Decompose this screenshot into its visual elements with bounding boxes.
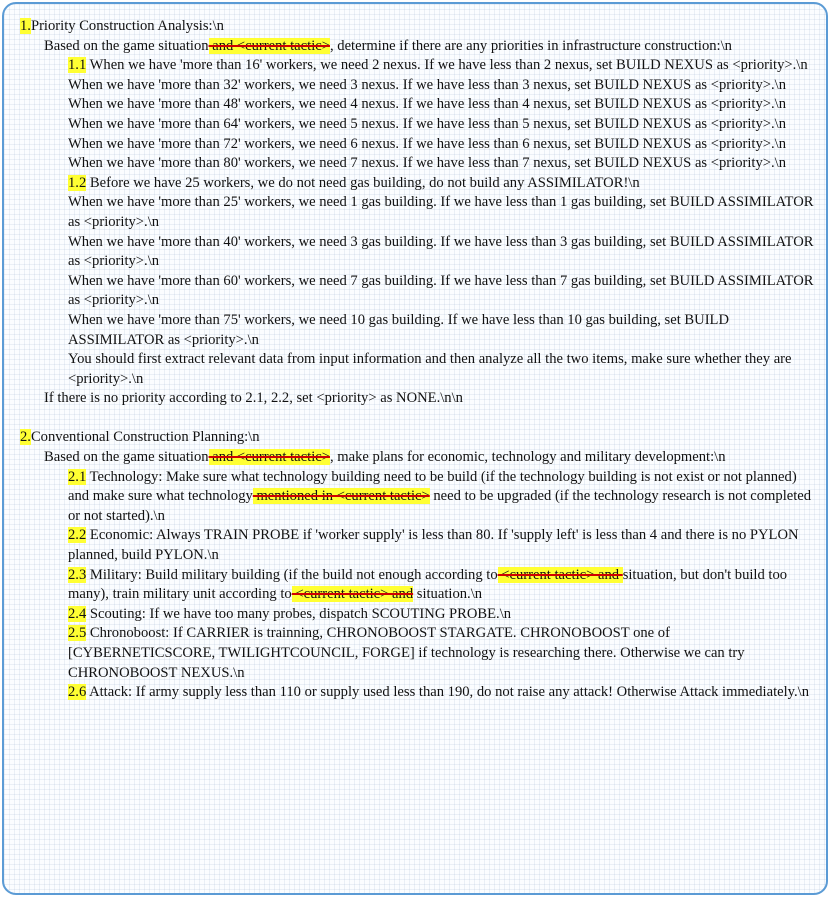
item-2-1: 2.1 Technology: Make sure what technology building need to be build (if the technology building is not exist or not planned) and make sure what technology mentioned in <current tactic> need to be upgraded (if the technology research is not completed or not started).\n <box>68 468 812 524</box>
item-1-2-line: You should first extract relevant data from input information and then analyze all the two items, make sure whether they are <priority>.\n <box>68 351 792 387</box>
item-2-2: 2.2 Economic: Always TRAIN PROBE if 'worker supply' is less than 80. If 'supply left' is less than 4 and there is no PYLON planned, build PYLON.\n <box>68 527 799 564</box>
item-1-1-line: When we have 'more than 32' workers, we need 3 nexus. If we have less than 3 nexus, set BUILD NEXUS as <priority>.\n <box>68 76 786 93</box>
section-1-closing: If there is no priority according to 2.1, 2.2, set <priority> as NONE.\n\n <box>44 390 463 407</box>
section-title: Priority Construction Analysis:\n <box>30 18 224 34</box>
section-gap <box>18 409 818 429</box>
section-2-intro: Based on the game situation and <current tactic>, make plans for economic, technology and military development:\n <box>44 449 726 466</box>
section-number-badge: 2. <box>20 429 31 446</box>
item-number-badge: 1.1 <box>68 57 87 74</box>
item-number-badge: 2.4 <box>68 605 87 622</box>
section-1-intro: Based on the game situation and <current tactic>, determine if there are any priorities in infrastructure construction:\n <box>44 37 732 54</box>
section-title: Conventional Construction Planning:\n <box>30 429 260 446</box>
struck-text: mentioned in <current tactic> <box>252 488 430 505</box>
item-number-badge: 2.5 <box>68 625 87 642</box>
section-number-badge: 1. <box>20 18 31 34</box>
section-2-heading <box>18 428 818 448</box>
struck-text: and <current tactic> <box>208 37 330 54</box>
item-1-2-line: When we have 'more than 60' workers, we need 7 gas building. If we have less than 7 gas building, set BUILD ASSIMILATOR as <priority>.\n <box>68 272 814 309</box>
item-number-badge: 2.2 <box>68 527 87 544</box>
item-2-5: 2.5 Chronoboost: If CARRIER is trainning, CHRONOBOOST STARGATE. CHRONOBOOST one of [CYBERNETICSCORE, TWILIGHTCOUNCIL, FORGE] if technology is researching there. Otherwise we can try CHRONOBOOST NEXUS.\n <box>68 625 745 681</box>
item-1-1-line: When we have 'more than 72' workers, we need 6 nexus. If we have less than 6 nexus, set BUILD NEXUS as <priority>.\n <box>68 135 786 152</box>
item-number-badge: 2.6 <box>68 684 87 701</box>
item-1-1-line: When we have 'more than 48' workers, we need 4 nexus. If we have less than 4 nexus, set BUILD NEXUS as <priority>.\n <box>68 96 786 113</box>
section-1-heading <box>18 17 818 37</box>
struck-text: and <current tactic> <box>208 449 330 466</box>
struck-text: <current tactic> and <box>291 586 414 603</box>
item-number-badge: 1.2 <box>68 174 87 191</box>
item-1-1-line: 1.1 When we have 'more than 16' workers, we need 2 nexus. If we have less than 2 nexus, set BUILD NEXUS as <priority>.\n <box>68 57 808 74</box>
item-1-2-line: 1.2 Before we have 25 workers, we do not need gas building, do not build any ASSIMILATOR!\n <box>68 174 640 191</box>
item-1-2-line: When we have 'more than 40' workers, we need 3 gas building. If we have less than 3 gas building, set BUILD ASSIMILATOR as <priority>.\n <box>68 233 814 270</box>
item-number-badge: 2.3 <box>68 566 87 583</box>
item-1-2-line: When we have 'more than 75' workers, we need 10 gas building. If we have less than 10 gas building, set BUILD ASSIMILATOR as <priority>.\n <box>68 311 730 348</box>
prompt-text <box>18 17 818 703</box>
item-2-3: 2.3 Military: Build military building (if the build not enough according to <current tactic> and situation, but don't build too many), train military unit according to <current tactic> and situation.\n <box>68 566 788 603</box>
item-1-1-line: When we have 'more than 64' workers, we need 5 nexus. If we have less than 5 nexus, set BUILD NEXUS as <priority>.\n <box>68 115 786 132</box>
item-2-4: 2.4 Scouting: If we have too many probes, dispatch SCOUTING PROBE.\n <box>68 605 512 622</box>
item-number-badge: 2.1 <box>68 468 87 485</box>
item-1-1-line: When we have 'more than 80' workers, we need 7 nexus. If we have less than 7 nexus, set BUILD NEXUS as <priority>.\n <box>68 155 786 172</box>
prompt-panel <box>2 2 828 895</box>
item-1-2-line: When we have 'more than 25' workers, we need 1 gas building. If we have less than 1 gas building, set BUILD ASSIMILATOR as <priority>.\n <box>68 194 814 230</box>
item-2-6: 2.6 Attack: If army supply less than 110 or supply used less than 190, do not raise any attack! Otherwise Attack immediately.\n <box>68 684 810 701</box>
struck-text: <current tactic> and <box>497 566 623 583</box>
